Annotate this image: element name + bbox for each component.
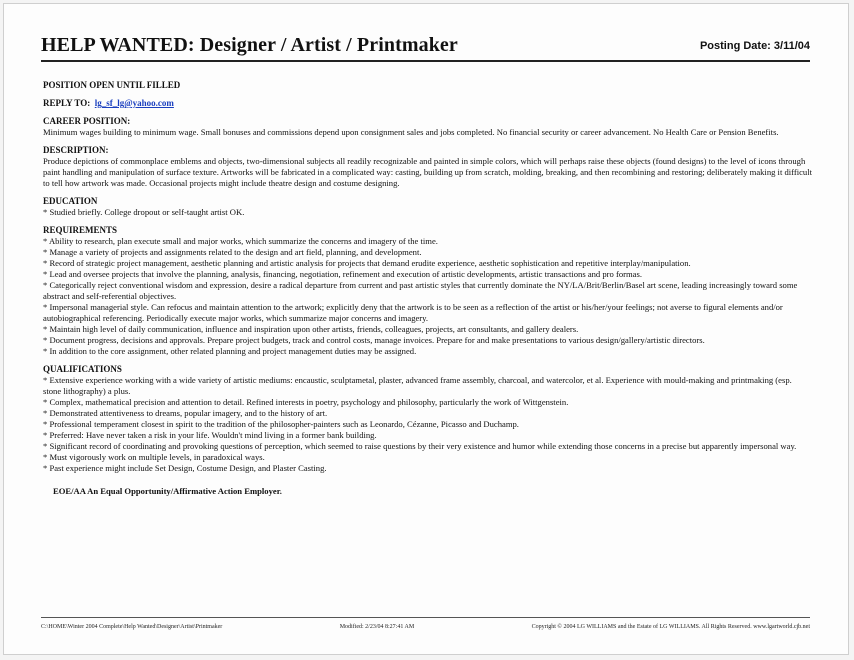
career-text: Minimum wages building to minimum wage. Small bonuses and commissions depend upon consignment sales and jobs completed. No financial security or career advancement. No Health Care or Pension Benefits. [43,127,779,137]
education-heading: EDUCATION [43,196,98,206]
qualification-item: * Demonstrated attentiveness to dreams, popular imagery, and to the history of art. [43,408,328,418]
requirements-heading: REQUIREMENTS [43,225,118,235]
footer-copyright: Copyright © 2004 LG WILLIAMS and the Estate of LG WILLIAMS. All Rights Reserved. www.lgartworld.cjb.net [531,624,810,630]
requirement-item: * Ability to research, plan execute small and major works, which summarize the concerns and imagery of the time. [43,236,438,246]
requirement-item: * Lead and oversee projects that involve the planning, analysis, financing, negotiation, refinement and execution of artistic developments, artistic transactions and pro formas. [43,269,642,279]
requirement-item: * Maintain high level of daily communication, influence and inspiration upon other artists, friends, colleagues, projects, art consultants, and gallery dealers. [43,324,579,334]
description-text: Produce depictions of commonplace emblems and objects, two-dimensional subjects all readily recognizable and painted in simple colors, which will perhaps raise these objects (found designs) to the level of icons through paint handling and manipulation of surface texture. Artworks will be fabricated in a complicated way: casting, building up from scratch, molding, breaking, and then recombining and restoring; deliberately making it difficult to tell how artwork was made. Occasional projects might include theatre design and costume designing. [43,156,813,188]
education-item: * Studied briefly. College dropout or self-taught artist OK. [43,207,245,217]
requirement-item: * Categorically reject conventional wisdom and expression, desire a radical departure from current and past artistic styles that currently dominate the NY/LA/Brit/Berlin/Basel art scene, leading increasingly toward some abstract and self-referential objectives. [43,280,798,301]
qualification-item: * Past experience might include Set Design, Costume Design, and Plaster Casting. [43,463,327,473]
requirement-item: * In addition to the core assignment, other related planning and project management duties may be assigned. [43,346,417,356]
footer-modified: Modified: 2/23/04 8:27:41 AM [339,624,415,630]
reply-label: REPLY TO: [43,98,91,108]
document-header [41,32,810,62]
document-page [3,3,849,655]
reply-email-link[interactable]: lg_sf_lg@yahoo.com [94,98,174,108]
qualification-item: * Extensive experience working with a wide variety of artistic mediums: encaustic, sculptametal, plaster, advanced frame assembly, charcoal, and watercolor, et al. Experience with mould-making and printmaking (esp. stone lithography) a plus. [43,375,792,396]
requirement-item: * Record of strategic project management, aesthetic planning and artistic analysis for projects that demand erudite experience, aesthetic sophistication and repetitive interplay/manipulation. [43,258,691,268]
page-title: HELP WANTED: Designer / Artist / Printmaker [41,34,458,56]
career-heading: CAREER POSITION: [43,116,131,126]
qualifications-heading: QUALIFICATIONS [43,364,122,374]
requirement-item: * Impersonal managerial style. Can refocus and maintain attention to the artwork; explicitly deny that the artwork is to be seen as a reflection of the artist or his/her/your feelings; not averse to figural elements and/or autobiographical referencing. Periodically execute major works, which summarize major concerns and imagery. [43,302,783,323]
position-open-heading: POSITION OPEN UNTIL FILLED [43,80,181,90]
qualification-item: * Preferred: Have never taken a risk in your life. Wouldn't mind living in a former bank building. [43,430,377,440]
qualification-item: * Professional temperament closest in spirit to the tradition of the philosopher-painters such as Leonardo, Cézanne, Picasso and Duchamp. [43,419,519,429]
posting-date: Posting Date: 3/11/04 [699,40,810,52]
description-heading: DESCRIPTION: [43,145,109,155]
document-body [43,80,812,497]
reply-to-line [43,98,812,109]
qualification-item: * Complex, mathematical precision and attention to detail. Refined interests in poetry, psychology and philosophy, particularly the work of Wittgenstein. [43,397,569,407]
footer-file-path: C:\HOME\Winter 2004 Complete\Help Wanted\Designer\Artist\Printmaker [41,624,223,630]
qualification-item: * Significant record of coordinating and provoking questions of perception, which seemed to raise questions by their very existence and humor while extending those concerns in a precise but apparently impersonal way. [43,441,797,451]
eeo-statement: EOE/AA An Equal Opportunity/Affirmative Action Employer. [53,486,282,496]
requirement-item: * Document progress, decisions and approvals. Prepare project budgets, track and control costs, manage invoices. Prepare for and make presentations to various design/gallery/artistic directors. [43,335,705,345]
qualification-item: * Must vigorously work on multiple levels, in paradoxical ways. [43,452,265,462]
requirement-item: * Manage a variety of projects and assignments related to the design and art field, planning, and development. [43,247,422,257]
document-footer [41,617,810,630]
